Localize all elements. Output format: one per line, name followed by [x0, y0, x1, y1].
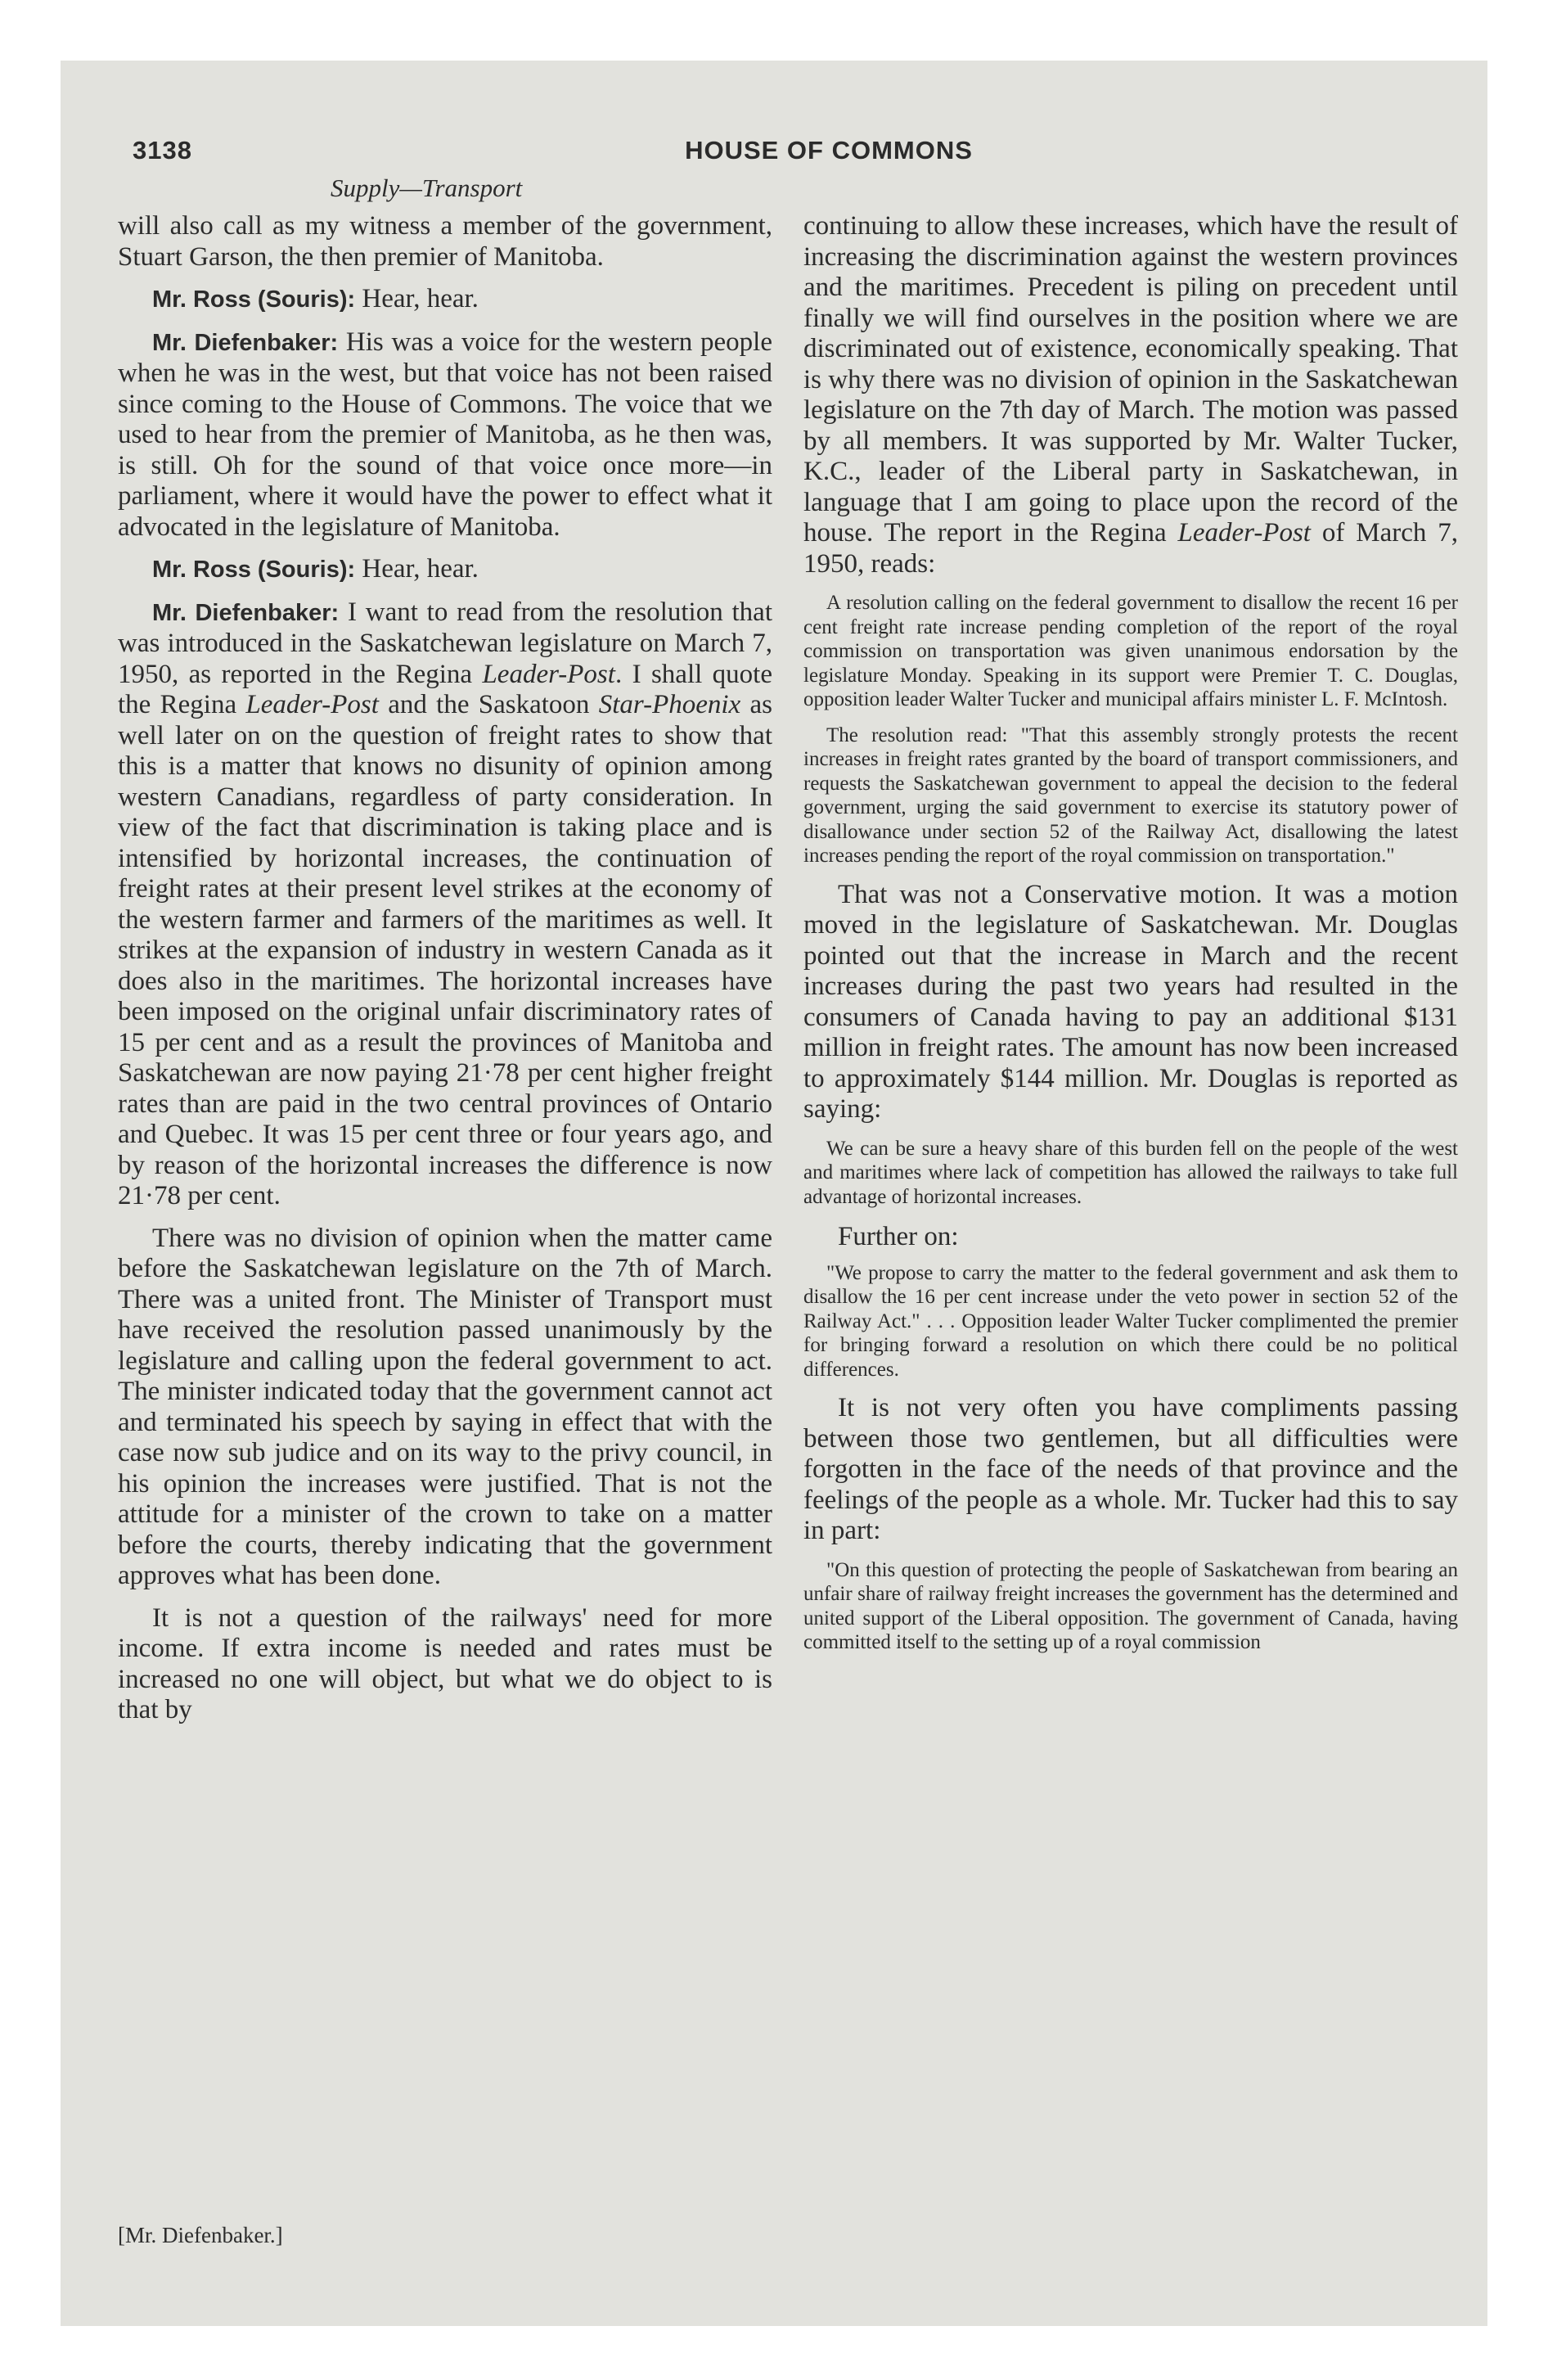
quotation: A resolution calling on the federal government to disallow the recent 16 per cent freight rate increase pending completion of the report of the royal commission on transportation was given unanimous endorsation by the legislature Monday. Speaking in its support were Premier T. C. Douglas, opposition leader Walter Tucker and municipal affairs minister L. F. McIntosh.	[803, 592, 1458, 710]
paragraph	[118, 597, 772, 1212]
speech-text: His was a voice for the western people when he was in the west, but that voice has not been raised since coming to the House of Commons. The voice that we used to hear from the premier of Manitoba, as he then was, is still. Oh for the sound of that voice once more—in parliament, where it would have the power to effect what it advocated in the legislature of Manitoba.	[118, 327, 772, 542]
paragraph: It is not very often you have compliments passing between those two gentlemen, but all difficulties were forgotten in the face of the needs of that province and the feelings of the people as a whole. Mr. Tucker had this to say in part:	[803, 1393, 1458, 1545]
quotation: "We propose to carry the matter to the federal government and ask them to disallow the 16 per cent increase under the veto power in section 52 of the Railway Act." . . . Opposition leader Walter Tucker complimented the premier for bringing forward a resolution on which there could be no political differences.	[803, 1261, 1458, 1381]
journal-title: HOUSE OF COMMONS	[685, 136, 973, 165]
paragraph	[803, 211, 1458, 579]
speech-text: continuing to allow these increases, which have the result of increasing the discrimination against the western provinces and the maritimes. Precedent is piling on precedent until finally we will find ourselves in the position where we are discriminated out of existence, economically speaking. That is why there was no division of opinion in the Saskatchewan legislature on the 7th day of March. The motion was passed by all members. It was supported by Mr. Walter Tucker, K.C., leader of the Liberal party in Saskatchewan, in language that I am going to place upon the record of the house. The report in the Regina	[803, 211, 1458, 548]
speaker-name: Mr. Ross (Souris):	[152, 557, 356, 583]
paragraph: It is not a question of the railways' need for more income. If extra income is needed and rates must be increased no one will object, but what we do object to is that by	[118, 1602, 772, 1724]
section-title: Supply—Transport	[331, 174, 523, 202]
speaker-name: Mr. Diefenbaker:	[152, 599, 340, 626]
right-column	[803, 211, 1458, 1666]
paragraph: will also call as my witness a member of the government, Stuart Garson, the then premier of Manitoba.	[118, 211, 772, 272]
speech-text: and the Saskatoon	[378, 690, 599, 719]
left-column	[118, 211, 772, 1738]
speech-text: as well later on on the question of freight rates to show that this is a matter that knows no disunity of opinion among western Canadians, regardless of party consideration. In view of the fact that discrimination is taking place and is intensified by horizontal increases, the continuation of freight rates at their present level strikes at the economy of the western farmer and farmers of the maritimes as well. It strikes at the expansion of industry in western Canada as it does also in the maritimes. The horizontal increases have been imposed on the original unfair discriminatory rates of 15 per cent and as a result the provinces of Manitoba and Saskatchewan are now paying 21·78 per cent higher freight rates than are paid in the two central provinces of Ontario and Quebec. It was 15 per cent three or four years ago, and by reason of the horizontal increases the difference is now 21·78 per cent.	[118, 690, 772, 1210]
quotation: The resolution read: "That this assembly strongly protests the recent increases in freight rates granted by the board of transport commissioners, and requests the Saskatchewan government to appeal the decision to the federal government, urging the said government to exercise its statutory power of disallowance under section 52 of the Railway Act, disallowing the latest increases pending the report of the royal commission on transportation."	[803, 723, 1458, 867]
newspaper-name: Leader-Post	[245, 690, 379, 719]
paragraph	[118, 554, 772, 586]
page-header	[133, 136, 1460, 175]
speaker-name: Mr. Ross (Souris):	[152, 286, 356, 313]
paragraph	[118, 327, 772, 543]
speech-text: Hear, hear.	[355, 554, 479, 584]
speaker-name: Mr. Diefenbaker:	[152, 329, 339, 356]
newspaper-name: Leader-Post	[1177, 518, 1311, 548]
quotation: "On this question of protecting the people of Saskatchewan from bearing an unfair share of railway freight increases the government has the determined and united support of the Liberal opposition. The government of Canada, having committed itself to the setting up of a royal commission	[803, 1558, 1458, 1653]
further-on-label: Further on:	[838, 1222, 959, 1251]
paragraph: That was not a Conservative motion. It was a motion moved in the legislature of Saskatchewan. Mr. Douglas pointed out that the increase in March and the recent increases during the past two years had resulted in the consumers of Canada having to pay an additional $131 million in freight rates. The amount has now been increased to approximately $144 million. Mr. Douglas is reported as saying:	[803, 879, 1458, 1124]
paragraph: There was no division of opinion when the matter came before the Saskatchewan legislature on the 7th of March. There was a united front. The Minister of Transport must have received the resolution passed unanimously by the legislature and calling upon the federal government to act. The minister indicated today that the government cannot act and terminated his speech by saying in effect that with the case now sub judice and on its way to the privy council, in his opinion the increases were justified. That is not the attitude for a minister of the crown to take on a matter before the courts, thereby indicating that the government approves what has been done.	[118, 1223, 772, 1590]
speech-text: I want to read from the resolution that was introduced in the Saskatchewan legislature on March 7, 1950, as reported in the Regina	[118, 597, 772, 689]
footer-speaker-tag: [Mr. Diefenbaker.]	[118, 2223, 283, 2247]
paragraph	[118, 284, 772, 316]
quotation: We can be sure a heavy share of this burden fell on the people of the west and maritimes where lack of competition has allowed the railways to take full advantage of horizontal increases.	[803, 1137, 1458, 1208]
speech-text: Hear, hear.	[355, 284, 479, 313]
newspaper-name: Star-Phoenix	[598, 690, 741, 719]
speech-text: of March 7, 1950, reads:	[803, 518, 1458, 579]
page-number: 3138	[133, 136, 192, 165]
newspaper-name: Leader-Post	[482, 659, 615, 689]
speech-text: . I shall quote the Regina	[118, 659, 772, 719]
